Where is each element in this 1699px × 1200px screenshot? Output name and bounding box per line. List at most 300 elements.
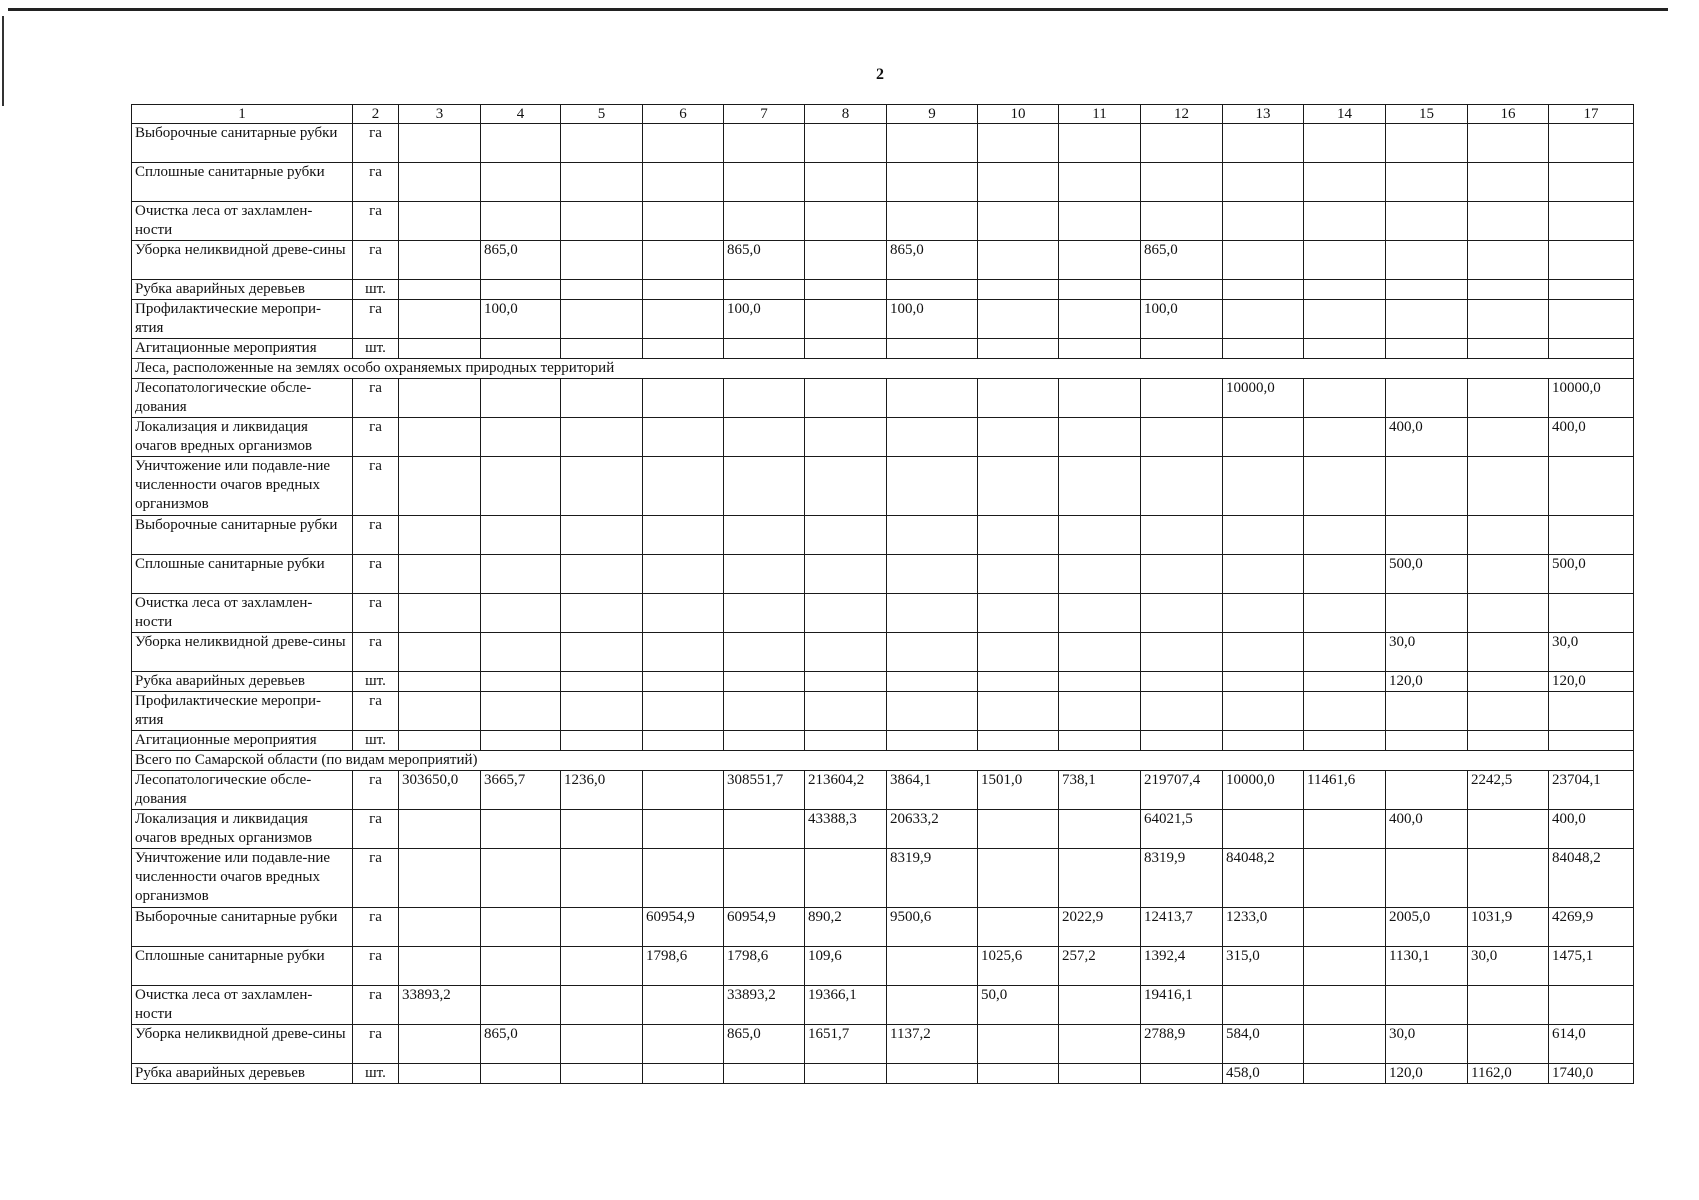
value-cell-col-11 <box>1059 849 1141 908</box>
value-cell-col-16 <box>1468 672 1549 692</box>
measure-name-cell: Выборочные санитарные рубки <box>132 124 353 163</box>
value-cell-col-12: 100,0 <box>1141 300 1223 339</box>
value-cell-col-17: 1740,0 <box>1549 1064 1634 1084</box>
value-cell-col-8 <box>805 457 887 516</box>
table-row <box>132 516 1634 555</box>
value-cell-col-7: 60954,9 <box>724 908 805 947</box>
value-cell-col-13 <box>1223 594 1304 633</box>
value-cell-col-16 <box>1468 1025 1549 1064</box>
value-cell-col-8 <box>805 241 887 280</box>
value-cell-col-7 <box>724 202 805 241</box>
value-cell-col-13 <box>1223 202 1304 241</box>
value-cell-col-14 <box>1304 555 1386 594</box>
value-cell-col-10 <box>978 339 1059 359</box>
value-cell-col-5 <box>561 594 643 633</box>
value-cell-col-9: 20633,2 <box>887 810 978 849</box>
table-row <box>132 771 1634 810</box>
value-cell-col-12 <box>1141 457 1223 516</box>
value-cell-col-8 <box>805 1064 887 1084</box>
value-cell-col-11 <box>1059 300 1141 339</box>
unit-cell: га <box>353 810 399 849</box>
value-cell-col-12 <box>1141 594 1223 633</box>
value-cell-col-16 <box>1468 280 1549 300</box>
measure-name-cell: Очистка леса от захламлен-ности <box>132 986 353 1025</box>
measure-name-cell: Рубка аварийных деревьев <box>132 280 353 300</box>
column-header-11: 11 <box>1059 105 1141 124</box>
value-cell-col-15 <box>1386 692 1468 731</box>
value-cell-col-15: 1130,1 <box>1386 947 1468 986</box>
value-cell-col-16 <box>1468 633 1549 672</box>
value-cell-col-10 <box>978 300 1059 339</box>
top-border-line <box>8 8 1668 11</box>
measure-name-cell: Сплошные санитарные рубки <box>132 947 353 986</box>
value-cell-col-9 <box>887 418 978 457</box>
value-cell-col-12: 19416,1 <box>1141 986 1223 1025</box>
value-cell-col-17 <box>1549 731 1634 751</box>
value-cell-col-5 <box>561 457 643 516</box>
value-cell-col-10 <box>978 849 1059 908</box>
unit-cell: га <box>353 457 399 516</box>
value-cell-col-16 <box>1468 124 1549 163</box>
value-cell-col-10: 1501,0 <box>978 771 1059 810</box>
value-cell-col-7 <box>724 849 805 908</box>
page-number: 2 <box>876 66 884 83</box>
measure-name-cell: Агитационные мероприятия <box>132 339 353 359</box>
value-cell-col-11 <box>1059 555 1141 594</box>
value-cell-col-4 <box>481 516 561 555</box>
value-cell-col-15 <box>1386 771 1468 810</box>
value-cell-col-13 <box>1223 163 1304 202</box>
column-header-2: 2 <box>353 105 399 124</box>
value-cell-col-13 <box>1223 672 1304 692</box>
value-cell-col-17: 23704,1 <box>1549 771 1634 810</box>
value-cell-col-12 <box>1141 280 1223 300</box>
value-cell-col-3 <box>399 163 481 202</box>
value-cell-col-6 <box>643 124 724 163</box>
table-row <box>132 594 1634 633</box>
value-cell-col-3 <box>399 300 481 339</box>
value-cell-col-8: 109,6 <box>805 947 887 986</box>
value-cell-col-12 <box>1141 633 1223 672</box>
value-cell-col-12: 865,0 <box>1141 241 1223 280</box>
value-cell-col-16 <box>1468 300 1549 339</box>
value-cell-col-8 <box>805 692 887 731</box>
measure-name-cell: Локализация и ликвидация очагов вредных организмов <box>132 810 353 849</box>
value-cell-col-3 <box>399 672 481 692</box>
measure-name-cell: Уничтожение или подавле-ние численности очагов вредных организмов <box>132 849 353 908</box>
table-row <box>132 849 1634 908</box>
column-header-10: 10 <box>978 105 1059 124</box>
value-cell-col-3 <box>399 1025 481 1064</box>
value-cell-col-3 <box>399 124 481 163</box>
value-cell-col-9 <box>887 202 978 241</box>
measure-name-cell: Уборка неликвидной древе-сины <box>132 633 353 672</box>
value-cell-col-17: 120,0 <box>1549 672 1634 692</box>
table-row <box>132 692 1634 731</box>
value-cell-col-4: 865,0 <box>481 1025 561 1064</box>
value-cell-col-4 <box>481 1064 561 1084</box>
value-cell-col-5 <box>561 280 643 300</box>
column-header-17: 17 <box>1549 105 1634 124</box>
value-cell-col-8: 890,2 <box>805 908 887 947</box>
value-cell-col-17: 30,0 <box>1549 633 1634 672</box>
value-cell-col-15 <box>1386 241 1468 280</box>
value-cell-col-14 <box>1304 810 1386 849</box>
measure-name-cell: Агитационные мероприятия <box>132 731 353 751</box>
value-cell-col-16 <box>1468 986 1549 1025</box>
value-cell-col-5 <box>561 849 643 908</box>
value-cell-col-4: 100,0 <box>481 300 561 339</box>
value-cell-col-11 <box>1059 280 1141 300</box>
value-cell-col-13 <box>1223 731 1304 751</box>
value-cell-col-10 <box>978 555 1059 594</box>
value-cell-col-6 <box>643 1064 724 1084</box>
value-cell-col-4 <box>481 849 561 908</box>
value-cell-col-4 <box>481 379 561 418</box>
table-row <box>132 124 1634 163</box>
value-cell-col-7 <box>724 418 805 457</box>
value-cell-col-10 <box>978 202 1059 241</box>
value-cell-col-17 <box>1549 280 1634 300</box>
value-cell-col-8: 19366,1 <box>805 986 887 1025</box>
value-cell-col-16: 2242,5 <box>1468 771 1549 810</box>
value-cell-col-10 <box>978 633 1059 672</box>
unit-cell: шт. <box>353 339 399 359</box>
value-cell-col-12: 2788,9 <box>1141 1025 1223 1064</box>
value-cell-col-3 <box>399 339 481 359</box>
value-cell-col-16 <box>1468 516 1549 555</box>
value-cell-col-11 <box>1059 633 1141 672</box>
measure-name-cell: Уничтожение или подавле-ние численности очагов вредных организмов <box>132 457 353 516</box>
value-cell-col-16 <box>1468 849 1549 908</box>
value-cell-col-4 <box>481 731 561 751</box>
value-cell-col-7 <box>724 810 805 849</box>
value-cell-col-12: 1392,4 <box>1141 947 1223 986</box>
value-cell-col-4: 3665,7 <box>481 771 561 810</box>
unit-cell: га <box>353 771 399 810</box>
left-border-line <box>2 16 4 106</box>
section-row <box>132 751 1634 771</box>
value-cell-col-10 <box>978 280 1059 300</box>
value-cell-col-4 <box>481 986 561 1025</box>
value-cell-col-5 <box>561 516 643 555</box>
value-cell-col-7: 100,0 <box>724 300 805 339</box>
value-cell-col-14 <box>1304 1064 1386 1084</box>
value-cell-col-3 <box>399 418 481 457</box>
measure-name-cell: Лесопатологические обсле-дования <box>132 379 353 418</box>
value-cell-col-16 <box>1468 379 1549 418</box>
value-cell-col-17: 1475,1 <box>1549 947 1634 986</box>
value-cell-col-4 <box>481 810 561 849</box>
value-cell-col-3 <box>399 947 481 986</box>
measure-name-cell: Очистка леса от захламлен-ности <box>132 594 353 633</box>
section-row <box>132 359 1634 379</box>
value-cell-col-16: 1162,0 <box>1468 1064 1549 1084</box>
value-cell-col-7: 33893,2 <box>724 986 805 1025</box>
value-cell-col-9 <box>887 731 978 751</box>
value-cell-col-7 <box>724 555 805 594</box>
value-cell-col-11 <box>1059 457 1141 516</box>
value-cell-col-12 <box>1141 1064 1223 1084</box>
value-cell-col-17 <box>1549 241 1634 280</box>
value-cell-col-10 <box>978 731 1059 751</box>
value-cell-col-14 <box>1304 339 1386 359</box>
value-cell-col-17: 400,0 <box>1549 810 1634 849</box>
value-cell-col-16 <box>1468 692 1549 731</box>
value-cell-col-9 <box>887 124 978 163</box>
table-row <box>132 555 1634 594</box>
value-cell-col-9 <box>887 1064 978 1084</box>
column-header-7: 7 <box>724 105 805 124</box>
value-cell-col-5 <box>561 124 643 163</box>
value-cell-col-11 <box>1059 418 1141 457</box>
value-cell-col-5 <box>561 300 643 339</box>
value-cell-col-5 <box>561 241 643 280</box>
table-row <box>132 810 1634 849</box>
value-cell-col-6 <box>643 163 724 202</box>
measure-name-cell: Сплошные санитарные рубки <box>132 555 353 594</box>
value-cell-col-6 <box>643 241 724 280</box>
value-cell-col-14 <box>1304 202 1386 241</box>
value-cell-col-16 <box>1468 457 1549 516</box>
value-cell-col-11 <box>1059 810 1141 849</box>
value-cell-col-16: 1031,9 <box>1468 908 1549 947</box>
value-cell-col-3 <box>399 555 481 594</box>
value-cell-col-13 <box>1223 986 1304 1025</box>
measures-table <box>131 104 1634 1084</box>
value-cell-col-4 <box>481 202 561 241</box>
value-cell-col-15 <box>1386 280 1468 300</box>
value-cell-col-14 <box>1304 594 1386 633</box>
measure-name-cell: Уборка неликвидной древе-сины <box>132 241 353 280</box>
value-cell-col-6 <box>643 516 724 555</box>
value-cell-col-4 <box>481 457 561 516</box>
value-cell-col-10: 1025,6 <box>978 947 1059 986</box>
value-cell-col-8 <box>805 633 887 672</box>
value-cell-col-5 <box>561 339 643 359</box>
value-cell-col-14 <box>1304 163 1386 202</box>
value-cell-col-5 <box>561 418 643 457</box>
table-row <box>132 379 1634 418</box>
value-cell-col-9 <box>887 379 978 418</box>
table-row <box>132 202 1634 241</box>
measure-name-cell: Профилактические меропри-ятия <box>132 692 353 731</box>
value-cell-col-15 <box>1386 849 1468 908</box>
column-header-8: 8 <box>805 105 887 124</box>
value-cell-col-12 <box>1141 379 1223 418</box>
value-cell-col-10 <box>978 1025 1059 1064</box>
value-cell-col-12 <box>1141 163 1223 202</box>
value-cell-col-14 <box>1304 849 1386 908</box>
value-cell-col-3 <box>399 241 481 280</box>
value-cell-col-12 <box>1141 124 1223 163</box>
value-cell-col-17 <box>1549 692 1634 731</box>
value-cell-col-7: 865,0 <box>724 1025 805 1064</box>
column-header-9: 9 <box>887 105 978 124</box>
value-cell-col-3 <box>399 594 481 633</box>
value-cell-col-6: 60954,9 <box>643 908 724 947</box>
value-cell-col-14 <box>1304 986 1386 1025</box>
value-cell-col-13 <box>1223 300 1304 339</box>
value-cell-col-15: 500,0 <box>1386 555 1468 594</box>
table-row <box>132 731 1634 751</box>
value-cell-col-13: 1233,0 <box>1223 908 1304 947</box>
unit-cell: га <box>353 379 399 418</box>
value-cell-col-14 <box>1304 124 1386 163</box>
value-cell-col-15 <box>1386 986 1468 1025</box>
value-cell-col-10 <box>978 692 1059 731</box>
unit-cell: шт. <box>353 280 399 300</box>
value-cell-col-8 <box>805 418 887 457</box>
value-cell-col-8 <box>805 672 887 692</box>
value-cell-col-7: 865,0 <box>724 241 805 280</box>
value-cell-col-15 <box>1386 339 1468 359</box>
value-cell-col-5 <box>561 672 643 692</box>
value-cell-col-16 <box>1468 810 1549 849</box>
value-cell-col-15 <box>1386 731 1468 751</box>
value-cell-col-9 <box>887 986 978 1025</box>
value-cell-col-7 <box>724 633 805 672</box>
section-title: Всего по Самарской области (по видам мероприятий) <box>132 751 1634 771</box>
value-cell-col-6: 1798,6 <box>643 947 724 986</box>
table-row <box>132 1064 1634 1084</box>
value-cell-col-9 <box>887 555 978 594</box>
value-cell-col-14 <box>1304 280 1386 300</box>
value-cell-col-9 <box>887 594 978 633</box>
column-header-15: 15 <box>1386 105 1468 124</box>
table-row <box>132 672 1634 692</box>
value-cell-col-3 <box>399 1064 481 1084</box>
value-cell-col-3 <box>399 202 481 241</box>
unit-cell: га <box>353 849 399 908</box>
value-cell-col-3 <box>399 731 481 751</box>
value-cell-col-5 <box>561 810 643 849</box>
table-row <box>132 986 1634 1025</box>
value-cell-col-11: 738,1 <box>1059 771 1141 810</box>
value-cell-col-12 <box>1141 555 1223 594</box>
unit-cell: га <box>353 633 399 672</box>
unit-cell: га <box>353 908 399 947</box>
value-cell-col-10 <box>978 241 1059 280</box>
value-cell-col-12 <box>1141 418 1223 457</box>
value-cell-col-9 <box>887 280 978 300</box>
value-cell-col-16 <box>1468 418 1549 457</box>
value-cell-col-8 <box>805 280 887 300</box>
value-cell-col-17: 500,0 <box>1549 555 1634 594</box>
value-cell-col-11 <box>1059 692 1141 731</box>
column-header-3: 3 <box>399 105 481 124</box>
value-cell-col-4: 865,0 <box>481 241 561 280</box>
value-cell-col-14 <box>1304 731 1386 751</box>
unit-cell: га <box>353 124 399 163</box>
value-cell-col-13 <box>1223 339 1304 359</box>
value-cell-col-11 <box>1059 594 1141 633</box>
value-cell-col-6 <box>643 280 724 300</box>
value-cell-col-8 <box>805 594 887 633</box>
value-cell-col-12: 12413,7 <box>1141 908 1223 947</box>
value-cell-col-15: 120,0 <box>1386 672 1468 692</box>
value-cell-col-7 <box>724 339 805 359</box>
value-cell-col-6 <box>643 339 724 359</box>
value-cell-col-6 <box>643 731 724 751</box>
value-cell-col-16 <box>1468 731 1549 751</box>
value-cell-col-3 <box>399 280 481 300</box>
value-cell-col-15 <box>1386 124 1468 163</box>
unit-cell: шт. <box>353 731 399 751</box>
column-header-5: 5 <box>561 105 643 124</box>
measure-name-cell: Профилактические меропри-ятия <box>132 300 353 339</box>
value-cell-col-16 <box>1468 555 1549 594</box>
value-cell-col-5 <box>561 692 643 731</box>
value-cell-col-9: 8319,9 <box>887 849 978 908</box>
measure-name-cell: Рубка аварийных деревьев <box>132 1064 353 1084</box>
value-cell-col-14 <box>1304 672 1386 692</box>
value-cell-col-17 <box>1549 457 1634 516</box>
value-cell-col-14 <box>1304 241 1386 280</box>
value-cell-col-7: 308551,7 <box>724 771 805 810</box>
value-cell-col-14 <box>1304 418 1386 457</box>
unit-cell: шт. <box>353 1064 399 1084</box>
value-cell-col-15 <box>1386 594 1468 633</box>
value-cell-col-17 <box>1549 202 1634 241</box>
value-cell-col-4 <box>481 594 561 633</box>
value-cell-col-11: 2022,9 <box>1059 908 1141 947</box>
value-cell-col-5 <box>561 1025 643 1064</box>
value-cell-col-3: 33893,2 <box>399 986 481 1025</box>
value-cell-col-9 <box>887 457 978 516</box>
value-cell-col-12 <box>1141 339 1223 359</box>
unit-cell: га <box>353 594 399 633</box>
value-cell-col-8 <box>805 300 887 339</box>
value-cell-col-4 <box>481 672 561 692</box>
value-cell-col-14 <box>1304 908 1386 947</box>
value-cell-col-17: 400,0 <box>1549 418 1634 457</box>
value-cell-col-10 <box>978 672 1059 692</box>
value-cell-col-7 <box>724 516 805 555</box>
value-cell-col-11 <box>1059 1064 1141 1084</box>
value-cell-col-8 <box>805 163 887 202</box>
value-cell-col-6 <box>643 672 724 692</box>
value-cell-col-13 <box>1223 633 1304 672</box>
value-cell-col-11 <box>1059 516 1141 555</box>
value-cell-col-17 <box>1549 516 1634 555</box>
value-cell-col-7 <box>724 672 805 692</box>
value-cell-col-15: 400,0 <box>1386 418 1468 457</box>
value-cell-col-5 <box>561 555 643 594</box>
value-cell-col-17 <box>1549 339 1634 359</box>
value-cell-col-11: 257,2 <box>1059 947 1141 986</box>
value-cell-col-6 <box>643 986 724 1025</box>
unit-cell: га <box>353 692 399 731</box>
unit-cell: га <box>353 1025 399 1064</box>
value-cell-col-7 <box>724 1064 805 1084</box>
value-cell-col-5 <box>561 947 643 986</box>
value-cell-col-13: 584,0 <box>1223 1025 1304 1064</box>
table-row <box>132 163 1634 202</box>
value-cell-col-3 <box>399 692 481 731</box>
value-cell-col-16 <box>1468 202 1549 241</box>
value-cell-col-8: 1651,7 <box>805 1025 887 1064</box>
table-row <box>132 418 1634 457</box>
value-cell-col-8 <box>805 731 887 751</box>
table-row <box>132 457 1634 516</box>
value-cell-col-8 <box>805 202 887 241</box>
value-cell-col-13: 84048,2 <box>1223 849 1304 908</box>
value-cell-col-7 <box>724 731 805 751</box>
value-cell-col-12 <box>1141 692 1223 731</box>
value-cell-col-10 <box>978 379 1059 418</box>
value-cell-col-13: 10000,0 <box>1223 379 1304 418</box>
